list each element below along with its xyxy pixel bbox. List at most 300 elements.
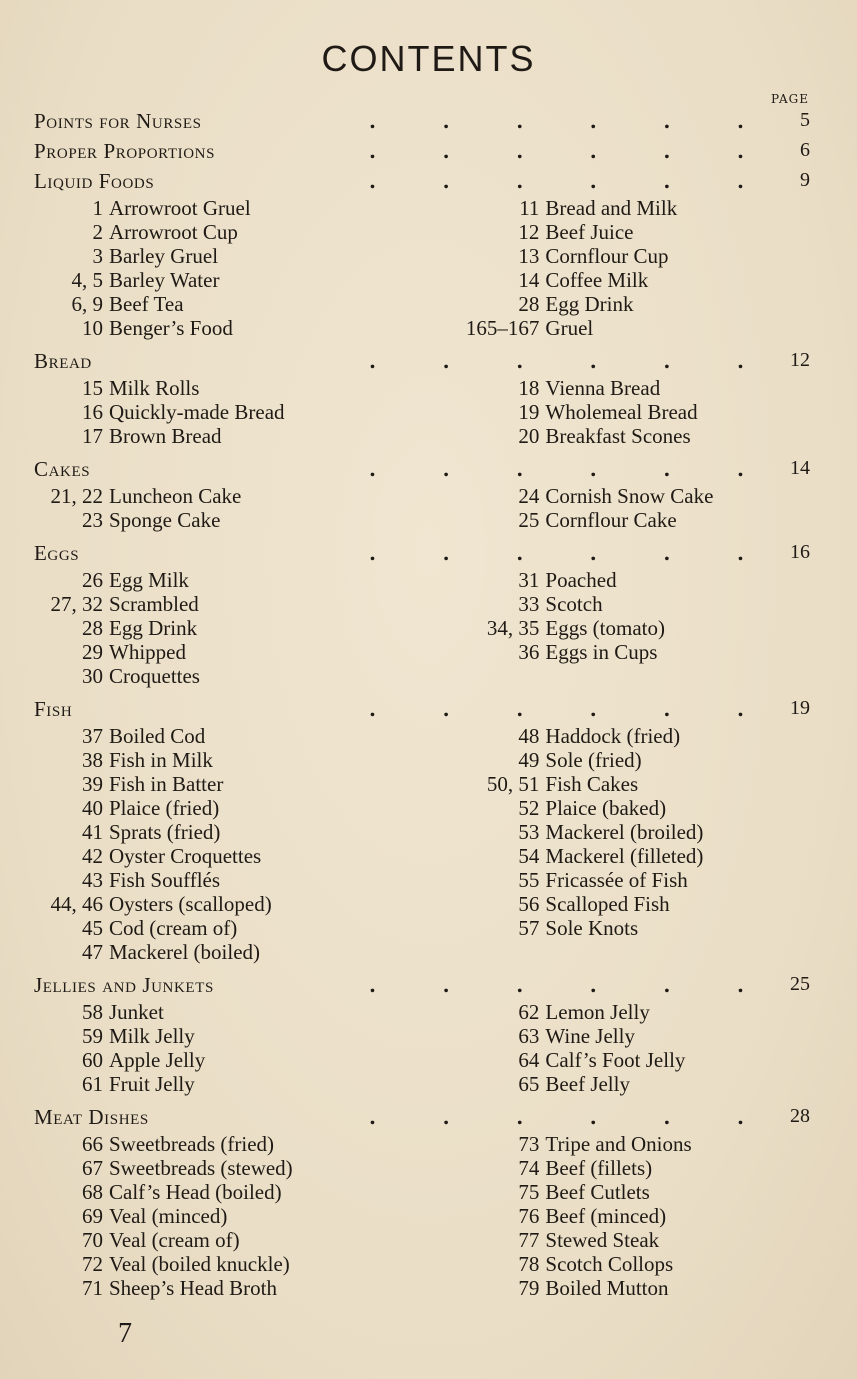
- leader-dot: .: [516, 349, 524, 373]
- recipe-name: Sweetbreads (stewed): [109, 1156, 293, 1180]
- leader-dot: .: [663, 541, 671, 565]
- recipe-name: Whipped: [109, 640, 186, 664]
- recipe-number: 11: [519, 196, 540, 220]
- recipe-entry: [34, 772, 436, 796]
- recipe-number: 49: [518, 748, 540, 772]
- leader-dot: .: [369, 973, 376, 997]
- section-page-number: 9: [800, 169, 810, 191]
- recipe-entry: [34, 508, 436, 532]
- recipe-number: 4, 5: [71, 268, 103, 292]
- recipe-name: Egg Drink: [109, 616, 198, 640]
- recipe-column-left: [34, 376, 436, 448]
- leader-dot: .: [516, 169, 524, 193]
- leader-dot: .: [736, 457, 744, 481]
- recipe-entry: [34, 484, 436, 508]
- recipe-column-right: [436, 196, 814, 340]
- recipe-name: Scrambled: [109, 592, 199, 616]
- recipe-number: 34, 35: [486, 616, 540, 640]
- recipe-entry: [34, 220, 436, 244]
- recipe-name: Apple Jelly: [109, 1048, 206, 1072]
- recipe-entry: [34, 616, 436, 640]
- recipe-number: 24: [518, 484, 540, 508]
- recipe-entry: [34, 748, 436, 772]
- recipe-name: Milk Jelly: [109, 1024, 195, 1048]
- contents-section: [34, 694, 814, 964]
- recipe-entry: [34, 1000, 436, 1024]
- recipe-entry: [436, 1132, 814, 1156]
- recipe-columns: [34, 1000, 814, 1096]
- recipe-name: Boiled Mutton: [545, 1276, 669, 1300]
- leader-dot: .: [442, 139, 450, 163]
- recipe-entry: [34, 796, 436, 820]
- recipe-number: 64: [518, 1048, 540, 1072]
- recipe-name: Scotch Collops: [545, 1252, 674, 1276]
- recipe-entry: [34, 664, 436, 688]
- recipe-name: Beef Juice: [545, 220, 634, 244]
- section-title: Fish: [34, 696, 73, 721]
- recipe-entry: [34, 244, 436, 268]
- recipe-entry: [436, 316, 814, 340]
- leader-dot: .: [516, 1105, 524, 1129]
- recipe-column-right: [436, 568, 814, 688]
- leader-dot: .: [369, 541, 376, 565]
- recipe-number: 54: [518, 844, 540, 868]
- recipe-name: Calf’s Foot Jelly: [545, 1048, 686, 1072]
- recipe-entry: [34, 916, 436, 940]
- recipe-number: 12: [518, 220, 540, 244]
- recipe-entry: [436, 868, 814, 892]
- recipe-name: Plaice (fried): [109, 796, 220, 820]
- recipe-number: 39: [82, 772, 103, 796]
- recipe-entry: [436, 796, 814, 820]
- recipe-name: Fruit Jelly: [109, 1072, 195, 1096]
- section-title: Jellies and Junkets: [34, 972, 214, 997]
- contents-section: [34, 538, 814, 688]
- leader-dot: .: [663, 697, 671, 721]
- recipe-entry: [436, 640, 814, 664]
- contents-section: [34, 346, 814, 448]
- leader-dots: [369, 1102, 744, 1132]
- recipe-entry: [34, 376, 436, 400]
- recipe-entry: [436, 1276, 814, 1300]
- leader-dot: .: [369, 349, 376, 373]
- leader-dot: .: [442, 973, 450, 997]
- recipe-column-left: [34, 1132, 436, 1300]
- recipe-entry: [436, 748, 814, 772]
- leader-dot: .: [736, 109, 744, 133]
- recipe-name: Gruel: [545, 316, 594, 340]
- section-title: Eggs: [34, 540, 80, 565]
- section-page-number: 19: [790, 697, 810, 719]
- leader-dot: .: [516, 457, 524, 481]
- leader-dot: .: [589, 169, 597, 193]
- leader-dot: .: [369, 169, 376, 193]
- recipe-number: 37: [82, 724, 103, 748]
- recipe-entry: [436, 1252, 814, 1276]
- recipe-entry: [34, 1204, 436, 1228]
- recipe-column-right: [436, 376, 814, 448]
- section-page-number: 28: [790, 1105, 810, 1127]
- leader-dots: [369, 694, 744, 724]
- leader-dot: .: [589, 109, 597, 133]
- recipe-name: Sheep’s Head Broth: [109, 1276, 277, 1300]
- leader-dot: .: [516, 697, 524, 721]
- recipe-name: Egg Milk: [109, 568, 189, 592]
- leader-dot: .: [442, 109, 450, 133]
- recipe-entry: [436, 616, 814, 640]
- leader-dot: .: [663, 1105, 671, 1129]
- recipe-number: 69: [82, 1204, 103, 1228]
- section-title: Points for Nurses: [34, 108, 202, 133]
- recipe-entry: [34, 1156, 436, 1180]
- recipe-name: Fish in Milk: [109, 748, 213, 772]
- leader-dot: .: [442, 349, 450, 373]
- recipe-entry: [436, 892, 814, 916]
- recipe-entry: [34, 1048, 436, 1072]
- leader-dot: .: [589, 541, 597, 565]
- contents-section: [34, 106, 814, 136]
- recipe-entry: [436, 916, 814, 940]
- recipe-number: 15: [82, 376, 103, 400]
- section-heading-row: [34, 166, 814, 196]
- section-title: Liquid Foods: [34, 168, 155, 193]
- recipe-entry: [436, 724, 814, 748]
- recipe-number: 2: [92, 220, 103, 244]
- leader-dot: .: [442, 457, 450, 481]
- recipe-entry: [436, 1024, 814, 1048]
- contents-section: [34, 970, 814, 1096]
- recipe-number: 55: [518, 868, 540, 892]
- leader-dot: .: [516, 541, 524, 565]
- leader-dot: .: [516, 139, 524, 163]
- leader-dot: .: [663, 349, 671, 373]
- recipe-number: 23: [82, 508, 103, 532]
- recipe-column-right: [436, 724, 814, 964]
- leader-dot: .: [442, 169, 450, 193]
- recipe-entry: [34, 1072, 436, 1096]
- contents-section: [34, 166, 814, 340]
- recipe-name: Arrowroot Gruel: [109, 196, 251, 220]
- recipe-number: 21, 22: [50, 484, 103, 508]
- recipe-entry: [34, 1180, 436, 1204]
- recipe-number: 56: [518, 892, 540, 916]
- section-heading-row: [34, 538, 814, 568]
- recipe-number: 58: [82, 1000, 103, 1024]
- section-page-number: 14: [790, 457, 810, 479]
- recipe-number: 165–167: [465, 316, 540, 340]
- recipe-number: 28: [82, 616, 103, 640]
- recipe-column-left: [34, 568, 436, 688]
- recipe-name: Eggs in Cups: [545, 640, 658, 664]
- recipe-number: 75: [518, 1180, 540, 1204]
- recipe-name: Sole Knots: [545, 916, 639, 940]
- recipe-columns: [34, 568, 814, 688]
- recipe-entry: [34, 1024, 436, 1048]
- leader-dot: .: [589, 973, 597, 997]
- recipe-column-right: [436, 1000, 814, 1096]
- recipe-entry: [34, 292, 436, 316]
- recipe-number: 60: [82, 1048, 103, 1072]
- recipe-name: Tripe and Onions: [545, 1132, 692, 1156]
- recipe-name: Mackerel (broiled): [545, 820, 704, 844]
- contents-list: [34, 106, 814, 1306]
- recipe-name: Beef Jelly: [545, 1072, 630, 1096]
- recipe-name: Oyster Croquettes: [109, 844, 262, 868]
- recipe-name: Wholemeal Bread: [545, 400, 698, 424]
- recipe-name: Barley Water: [109, 268, 220, 292]
- recipe-entry: [34, 316, 436, 340]
- recipe-name: Cod (cream of): [109, 916, 238, 940]
- leader-dot: .: [369, 109, 376, 133]
- section-title: Bread: [34, 348, 92, 373]
- recipe-number: 65: [518, 1072, 540, 1096]
- recipe-number: 38: [82, 748, 103, 772]
- leader-dot: .: [736, 697, 744, 721]
- recipe-entry: [436, 820, 814, 844]
- recipe-number: 79: [518, 1276, 540, 1300]
- recipe-number: 16: [82, 400, 103, 424]
- recipe-number: 19: [518, 400, 540, 424]
- recipe-entry: [34, 400, 436, 424]
- section-title: Cakes: [34, 456, 91, 481]
- section-heading-row: [34, 1102, 814, 1132]
- recipe-name: Brown Bread: [109, 424, 222, 448]
- leader-dots: [369, 970, 744, 1000]
- recipe-number: 44, 46: [50, 892, 103, 916]
- recipe-number: 14: [518, 268, 540, 292]
- recipe-entry: [436, 1072, 814, 1096]
- leader-dot: .: [369, 1105, 376, 1129]
- leader-dot: .: [663, 109, 671, 133]
- recipe-name: Barley Gruel: [109, 244, 219, 268]
- contents-section: [34, 454, 814, 532]
- recipe-entry: [34, 1252, 436, 1276]
- recipe-name: Haddock (fried): [545, 724, 681, 748]
- recipe-number: 40: [82, 796, 103, 820]
- recipe-columns: [34, 1132, 814, 1300]
- leader-dot: .: [516, 973, 524, 997]
- recipe-name: Cornish Snow Cake: [545, 484, 714, 508]
- recipe-number: 66: [82, 1132, 103, 1156]
- page-title: CONTENTS: [321, 38, 536, 79]
- leader-dot: .: [663, 169, 671, 193]
- recipe-column-left: [34, 484, 436, 532]
- recipe-number: 61: [82, 1072, 103, 1096]
- contents-section: [34, 1102, 814, 1300]
- leader-dot: .: [736, 541, 744, 565]
- recipe-entry: [34, 424, 436, 448]
- recipe-entry: [34, 1228, 436, 1252]
- recipe-number: 52: [518, 796, 540, 820]
- leader-dots: [369, 454, 744, 484]
- recipe-name: Beef (minced): [545, 1204, 667, 1228]
- recipe-entry: [436, 244, 814, 268]
- recipe-name: Junket: [109, 1000, 164, 1024]
- recipe-name: Wine Jelly: [545, 1024, 635, 1048]
- leader-dots: [369, 166, 744, 196]
- recipe-entry: [436, 844, 814, 868]
- recipe-number: 1: [92, 196, 103, 220]
- recipe-number: 18: [518, 376, 540, 400]
- recipe-entry: [436, 772, 814, 796]
- leader-dot: .: [663, 457, 671, 481]
- recipe-name: Coffee Milk: [545, 268, 649, 292]
- recipe-name: Mackerel (boiled): [109, 940, 261, 964]
- leader-dot: .: [442, 1105, 450, 1129]
- leader-dot: .: [442, 697, 450, 721]
- section-heading-row: [34, 694, 814, 724]
- leader-dot: .: [369, 139, 376, 163]
- recipe-entry: [34, 640, 436, 664]
- recipe-column-left: [34, 1000, 436, 1096]
- leader-dot: .: [663, 973, 671, 997]
- recipe-entry: [436, 400, 814, 424]
- recipe-number: 25: [518, 508, 540, 532]
- recipe-name: Sweetbreads (fried): [109, 1132, 275, 1156]
- recipe-number: 17: [82, 424, 103, 448]
- recipe-entry: [436, 1204, 814, 1228]
- recipe-entry: [34, 844, 436, 868]
- recipe-number: 73: [518, 1132, 540, 1156]
- recipe-number: 45: [82, 916, 103, 940]
- recipe-column-left: [34, 196, 436, 340]
- recipe-name: Veal (cream of): [109, 1228, 240, 1252]
- leader-dot: .: [663, 139, 671, 163]
- recipe-number: 62: [518, 1000, 540, 1024]
- section-heading-row: [34, 346, 814, 376]
- recipe-number: 77: [518, 1228, 540, 1252]
- recipe-name: Plaice (baked): [545, 796, 667, 820]
- recipe-number: 76: [518, 1204, 540, 1228]
- recipe-name: Benger’s Food: [109, 316, 233, 340]
- recipe-number: 78: [518, 1252, 540, 1276]
- recipe-number: 26: [82, 568, 103, 592]
- recipe-number: 48: [518, 724, 540, 748]
- leader-dot: .: [369, 457, 376, 481]
- recipe-entry: [436, 424, 814, 448]
- recipe-name: Arrowroot Cup: [109, 220, 238, 244]
- recipe-entry: [34, 568, 436, 592]
- recipe-entry: [34, 1132, 436, 1156]
- recipe-name: Stewed Steak: [545, 1228, 660, 1252]
- recipe-name: Fish in Batter: [109, 772, 224, 796]
- recipe-name: Mackerel (filleted): [545, 844, 704, 868]
- recipe-number: 57: [518, 916, 540, 940]
- recipe-number: 74: [518, 1156, 540, 1180]
- recipe-number: 27, 32: [50, 592, 103, 616]
- recipe-name: Beef (fillets): [545, 1156, 653, 1180]
- recipe-entry: [34, 1276, 436, 1300]
- leader-dot: .: [589, 349, 597, 373]
- recipe-entry: [436, 484, 814, 508]
- recipe-name: Sole (fried): [545, 748, 642, 772]
- recipe-entry: [436, 1180, 814, 1204]
- recipe-name: Croquettes: [109, 664, 200, 688]
- recipe-name: Cornflour Cake: [545, 508, 677, 532]
- recipe-name: Eggs (tomato): [545, 616, 665, 640]
- leader-dots: [369, 136, 744, 166]
- section-title: Meat Dishes: [34, 1104, 149, 1129]
- recipe-number: 53: [518, 820, 540, 844]
- recipe-number: 29: [82, 640, 103, 664]
- recipe-name: Cornflour Cup: [545, 244, 669, 268]
- recipe-column-right: [436, 484, 814, 532]
- recipe-entry: [34, 892, 436, 916]
- section-page-number: 25: [790, 973, 810, 995]
- contents-section: [34, 136, 814, 166]
- recipe-name: Beef Tea: [109, 292, 184, 316]
- recipe-number: 6, 9: [71, 292, 103, 316]
- section-heading-row: [34, 136, 814, 166]
- leader-dot: .: [736, 1105, 744, 1129]
- recipe-number: 30: [82, 664, 103, 688]
- recipe-number: 10: [82, 316, 103, 340]
- recipe-name: Veal (minced): [109, 1204, 228, 1228]
- recipe-entry: [436, 1228, 814, 1252]
- section-page-number: 16: [790, 541, 810, 563]
- recipe-entry: [436, 268, 814, 292]
- leader-dot: .: [589, 457, 597, 481]
- recipe-entry: [436, 196, 814, 220]
- recipe-name: Luncheon Cake: [109, 484, 242, 508]
- recipe-number: 43: [82, 868, 103, 892]
- recipe-entry: [34, 868, 436, 892]
- recipe-number: 67: [82, 1156, 103, 1180]
- recipe-entry: [34, 820, 436, 844]
- section-page-number: 5: [800, 109, 810, 131]
- recipe-name: Vienna Bread: [545, 376, 661, 400]
- recipe-number: 59: [82, 1024, 103, 1048]
- section-page-number: 12: [790, 349, 810, 371]
- recipe-name: Lemon Jelly: [545, 1000, 650, 1024]
- recipe-number: 68: [82, 1180, 103, 1204]
- recipe-name: Veal (boiled knuckle): [109, 1252, 290, 1276]
- section-heading-row: [34, 970, 814, 1000]
- recipe-entry: [436, 292, 814, 316]
- recipe-entry: [436, 1048, 814, 1072]
- leader-dot: .: [516, 109, 524, 133]
- recipe-columns: [34, 376, 814, 448]
- recipe-columns: [34, 724, 814, 964]
- recipe-number: 70: [82, 1228, 103, 1252]
- recipe-column-left: [34, 724, 436, 964]
- recipe-entry: [34, 724, 436, 748]
- recipe-name: Egg Drink: [545, 292, 634, 316]
- recipe-name: Sprats (fried): [109, 820, 221, 844]
- recipe-name: Scalloped Fish: [545, 892, 670, 916]
- recipe-entry: [436, 1000, 814, 1024]
- section-heading-row: [34, 454, 814, 484]
- recipe-number: 50, 51: [486, 772, 540, 796]
- recipe-name: Poached: [545, 568, 617, 592]
- section-page-number: 6: [800, 139, 810, 161]
- recipe-number: 71: [82, 1276, 103, 1300]
- recipe-entry: [34, 196, 436, 220]
- recipe-entry: [436, 508, 814, 532]
- recipe-number: 28: [518, 292, 540, 316]
- recipe-name: Fish Cakes: [545, 772, 639, 796]
- recipe-entry: [436, 1156, 814, 1180]
- page-number: 7: [118, 1318, 132, 1349]
- section-title: Proper Proportions: [34, 138, 216, 163]
- recipe-entry: [34, 940, 436, 964]
- leader-dot: .: [589, 1105, 597, 1129]
- recipe-entry: [436, 220, 814, 244]
- recipe-number: 63: [518, 1024, 540, 1048]
- recipe-entry: [436, 568, 814, 592]
- recipe-number: 3: [92, 244, 103, 268]
- leader-dot: .: [736, 349, 744, 373]
